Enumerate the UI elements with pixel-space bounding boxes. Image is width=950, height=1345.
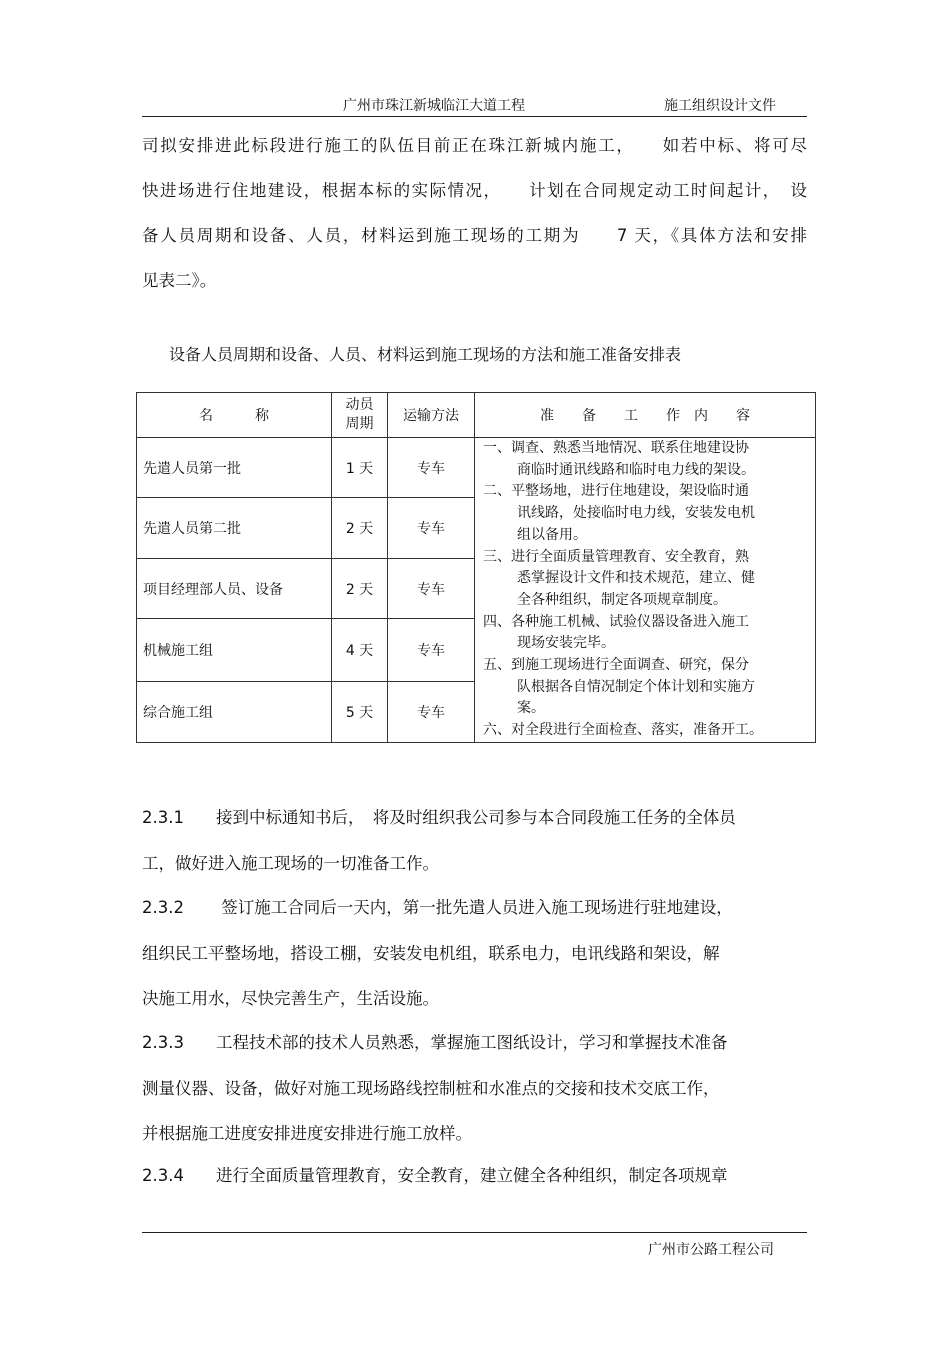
row-transport: 专车: [388, 681, 475, 742]
section-text: 测量仪器、设备，做好对施工现场路线控制桩和水准点的交接和技术交底工作，: [142, 1078, 720, 1098]
section-text: 工程技术部的技术人员熟悉，掌握施工图纸设计，学习和掌握技术准备: [216, 1033, 728, 1052]
header-rule: [142, 116, 807, 117]
row-period: 4 天: [332, 619, 388, 681]
section-text: 并根据施工进度安排进度安排进行施工放样。: [142, 1124, 472, 1143]
section-number: 2.3.2: [142, 898, 184, 917]
content-item-cont: 讯线路，处接临时电力线，安装发电机: [517, 505, 755, 522]
preparation-table: [136, 392, 816, 743]
section-text: 接到中标通知书后， 将及时组织我公司参与本合同段施工任务的全体员: [216, 808, 736, 827]
footer-company: 广州市公路工程公司: [648, 1242, 774, 1258]
section-number: 2.3.3: [142, 1033, 184, 1052]
intro-line: 司拟安排进此标段进行施工的队伍目前正在珠江新城内施工， 如若中标、将可尽: [142, 136, 807, 155]
row-transport: 专车: [388, 559, 475, 619]
row-period: 2 天: [332, 559, 388, 619]
row-period: 2 天: [332, 498, 388, 559]
content-item-cont: 队根据各自情况制定个体计划和实施方: [517, 678, 755, 695]
content-item-cont: 商临时通讯线路和临时电力线的架设。: [517, 461, 755, 478]
row-period: 1 天: [332, 438, 388, 498]
content-item-cont: 全各种组织，制定各项规章制度。: [517, 591, 727, 608]
section-text: 组织民工平整场地，搭设工棚，安装发电机组，联系电力，电讯线路和架设，解: [142, 943, 720, 963]
content-item: 五、到施工现场进行全面调查、研究，保分: [483, 657, 749, 674]
header-period: [332, 393, 388, 438]
header-project-title: 广州市珠江新城临江大道工程: [343, 98, 525, 114]
content-item: 三、进行全面质量管理教育、安全教育，熟: [483, 548, 749, 565]
header-content: 准 备 工 作 内 容: [475, 393, 816, 438]
content-item: 一、调查、熟悉当地情况、联系住地建设协: [483, 440, 749, 456]
content-item-cont: 组以备用。: [517, 526, 587, 543]
section-2-3-4: [142, 1162, 807, 1208]
content-item: 六、对全段进行全面检查、落实，准备开工。: [483, 722, 763, 739]
footer-rule: [142, 1232, 807, 1233]
header-name: 名 称: [137, 393, 332, 438]
table-row: [137, 438, 816, 498]
content-item-cont: 悉掌握设计文件和技术规范，建立、健: [517, 570, 755, 587]
row-name: 项目经理部人员、设备: [137, 559, 332, 619]
content-item: 四、各种施工机械、试验仪器设备进入施工: [483, 613, 749, 630]
row-name: 机械施工组: [137, 619, 332, 681]
content-item: 二、平整场地，进行住地建设，架设临时通: [483, 483, 749, 500]
row-name: 先遣人员第二批: [137, 498, 332, 559]
row-transport: 专车: [388, 619, 475, 681]
row-transport: 专车: [388, 438, 475, 498]
intro-paragraph: [142, 123, 807, 303]
section-2-3-2: [142, 894, 807, 1031]
section-text: 工，做好进入施工现场的一切准备工作。: [142, 853, 439, 873]
row-name: 综合施工组: [137, 681, 332, 742]
header-period-line2: 周期: [345, 416, 374, 432]
header-period-line1: 动员: [345, 397, 374, 413]
section-number: 2.3.1: [142, 808, 184, 827]
section-number: 2.3.4: [142, 1166, 184, 1185]
table-header-row: [137, 393, 816, 438]
row-name: 先遣人员第一批: [137, 438, 332, 498]
header-doc-type: 施工组织设计文件: [664, 98, 776, 114]
section-2-3-3: [142, 1029, 807, 1166]
header-transport: 运输方法: [388, 393, 475, 438]
content-item-cont: 案。: [517, 700, 545, 717]
section-text: 签订施工合同后一天内，第一批先遣人员进入施工现场进行驻地建设，: [216, 898, 733, 917]
section-text: 进行全面质量管理教育，安全教育，建立健全各种组织，制定各项规章: [216, 1166, 728, 1185]
section-2-3-1: [142, 804, 807, 895]
content-item-cont: 现场安装完毕。: [517, 635, 615, 652]
preparation-content: [475, 438, 816, 743]
section-text: 决施工用水，尽快完善生产，生活设施。: [142, 989, 439, 1008]
row-period: 5 天: [332, 681, 388, 742]
intro-line: 见表二》。: [142, 271, 217, 290]
intro-line: 备人员周期和设备、人员，材料运到施工现场的工期为 7 天，《具体方法和安排: [142, 226, 807, 245]
table-caption: 设备人员周期和设备、人员、材料运到施工现场的方法和施工准备安排表: [169, 345, 682, 364]
intro-line: 快进场进行住地建设，根据本标的实际情况， 计划在合同规定动工时间起计， 设: [142, 181, 807, 200]
row-transport: 专车: [388, 498, 475, 559]
